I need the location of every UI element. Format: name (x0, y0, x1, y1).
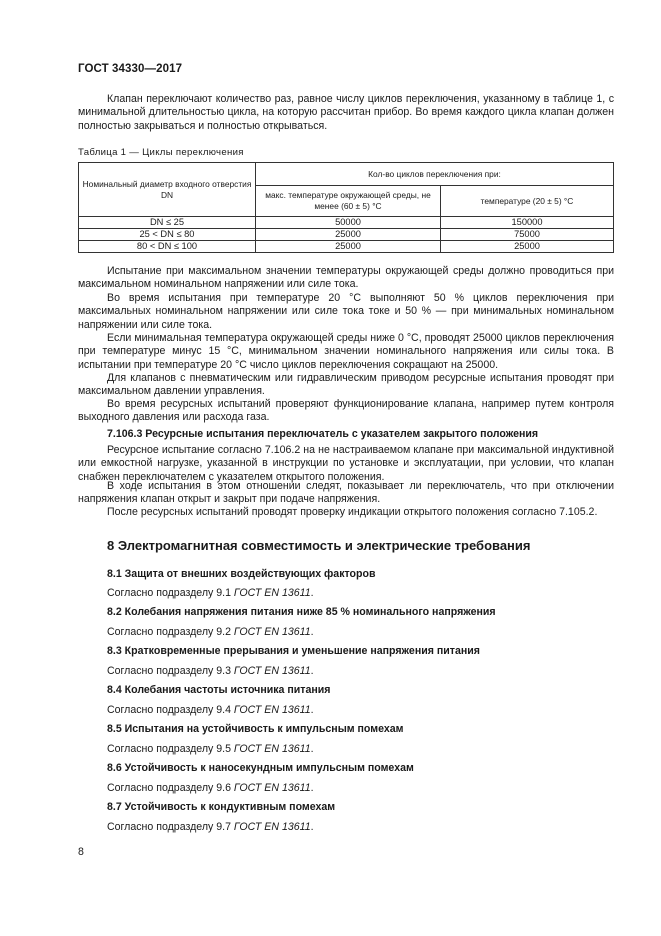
paragraph-below-zero: Если минимальная температура окружающей среды ниже 0 °С, проводят 25000 циклов переключения при температуре минус 15 °С, минимальном значении номинального напряжения или силы тока. В испытании при температуре 20 °С число циклов переключения сокращают на 25000. (78, 332, 614, 371)
table-header-group: Кол-во циклов переключения при: (256, 163, 614, 186)
document-header: ГОСТ 34330—2017 (78, 63, 183, 75)
subsection-8-4-title: 8.4 Колебания частоты источника питания (107, 684, 331, 696)
paragraph-20c: Во время испытания при температуре 20 °С выполняют 50 % циклов переключения при максимальных номинальном напряжении или силе тока токе и 50 % — при минимальных номинальном напряжении или силе тока. (78, 292, 614, 331)
paragraph-7106-3-after: После ресурсных испытаний проводят проверку индикации открытого положения согласно 7.105.2. (107, 506, 598, 518)
paragraph-7106-3-test: Ресурсное испытание согласно 7.106.2 на не настраиваемом клапане при максимальной индуктивной или емкостной нагрузке, указанной в инструкции по установке и эксплуатации, при условии, что клапан снабжен переключателем с указателем открытого положения. (78, 444, 614, 483)
subsection-8-7-title: 8.7 Устойчивость к кондуктивным помехам (107, 801, 336, 813)
table-cell-dn: 25 < DN ≤ 80 (79, 229, 256, 241)
subsection-8-3-title: 8.3 Кратковременные прерывания и уменьшение напряжения питания (107, 645, 480, 657)
table-cell-20c: 150000 (441, 217, 614, 229)
subsection-8-5-title: 8.5 Испытания на устойчивость к импульсным помехам (107, 723, 404, 735)
table-cell-20c: 25000 (441, 241, 614, 253)
table-header-dn: Номинальный диаметр входного отверстия DN (79, 163, 256, 217)
subsection-8-6-title: 8.6 Устойчивость к наносекундным импульсным помехам (107, 762, 414, 774)
paragraph-7106-3-watch: В ходе испытания в этом отношении следят, показывает ли переключатель, что при отключении напряжения клапан открыт и закрыт при подаче напряжения. (78, 480, 614, 506)
subsection-8-3-text: Согласно подразделу 9.3 ГОСТ EN 13611. (107, 665, 314, 677)
subsection-8-2-text: Согласно подразделу 9.2 ГОСТ EN 13611. (107, 626, 314, 638)
switching-cycles-table (78, 162, 614, 253)
table-header-20c: температуре (20 ± 5) °С (441, 186, 614, 217)
section-8-title: 8 Электромагнитная совместимость и электрические требования (107, 538, 531, 553)
paragraph-pneumatic: Для клапанов с пневматическим или гидравлическим приводом ресурсные испытания проводят при максимальном давлении управления. (78, 372, 614, 398)
table-cell-max-temp: 50000 (256, 217, 441, 229)
table-row (79, 229, 614, 241)
subsection-8-1-text: Согласно подразделу 9.1 ГОСТ EN 13611. (107, 587, 314, 599)
table-cell-max-temp: 25000 (256, 241, 441, 253)
subsection-8-4-text: Согласно подразделу 9.4 ГОСТ EN 13611. (107, 704, 314, 716)
table-cell-dn: 80 < DN ≤ 100 (79, 241, 256, 253)
table-row (79, 241, 614, 253)
table-row (79, 217, 614, 229)
table-caption: Таблица 1 — Циклы переключения (78, 147, 244, 158)
paragraph-function-check: Во время ресурсных испытаний проверяют функционирование клапана, например путем контроля выходного давления или расхода газа. (78, 398, 614, 424)
subsection-8-6-text: Согласно подразделу 9.6 ГОСТ EN 13611. (107, 782, 314, 794)
table-header-max-temp: макс. температуре окружающей среды, не менее (60 ± 5) °С (256, 186, 441, 217)
subsection-8-1-title: 8.1 Защита от внешних воздействующих факторов (107, 568, 376, 580)
table-cell-dn: DN ≤ 25 (79, 217, 256, 229)
subsection-8-2-title: 8.2 Колебания напряжения питания ниже 85 % номинального напряжения (107, 606, 496, 618)
table-cell-20c: 75000 (441, 229, 614, 241)
paragraph-max-temp: Испытание при максимальном значении температуры окружающей среды должно проводиться при максимальном номинальном напряжении или силе тока. (78, 265, 614, 291)
section-7106-3-title: 7.106.3 Ресурсные испытания переключатель с указателем закрытого положения (107, 428, 539, 440)
subsection-8-7-text: Согласно подразделу 9.7 ГОСТ EN 13611. (107, 821, 314, 833)
page-number: 8 (78, 846, 84, 858)
table-cell-max-temp: 25000 (256, 229, 441, 241)
intro-paragraph: Клапан переключают количество раз, равное числу циклов переключения, указанному в таблице 1, с минимальной длительностью цикла, на которую рассчитан прибор. Во время каждого цикла клапан должен полностью закрываться и полностью открываться. (78, 93, 614, 132)
subsection-8-5-text: Согласно подразделу 9.5 ГОСТ EN 13611. (107, 743, 314, 755)
